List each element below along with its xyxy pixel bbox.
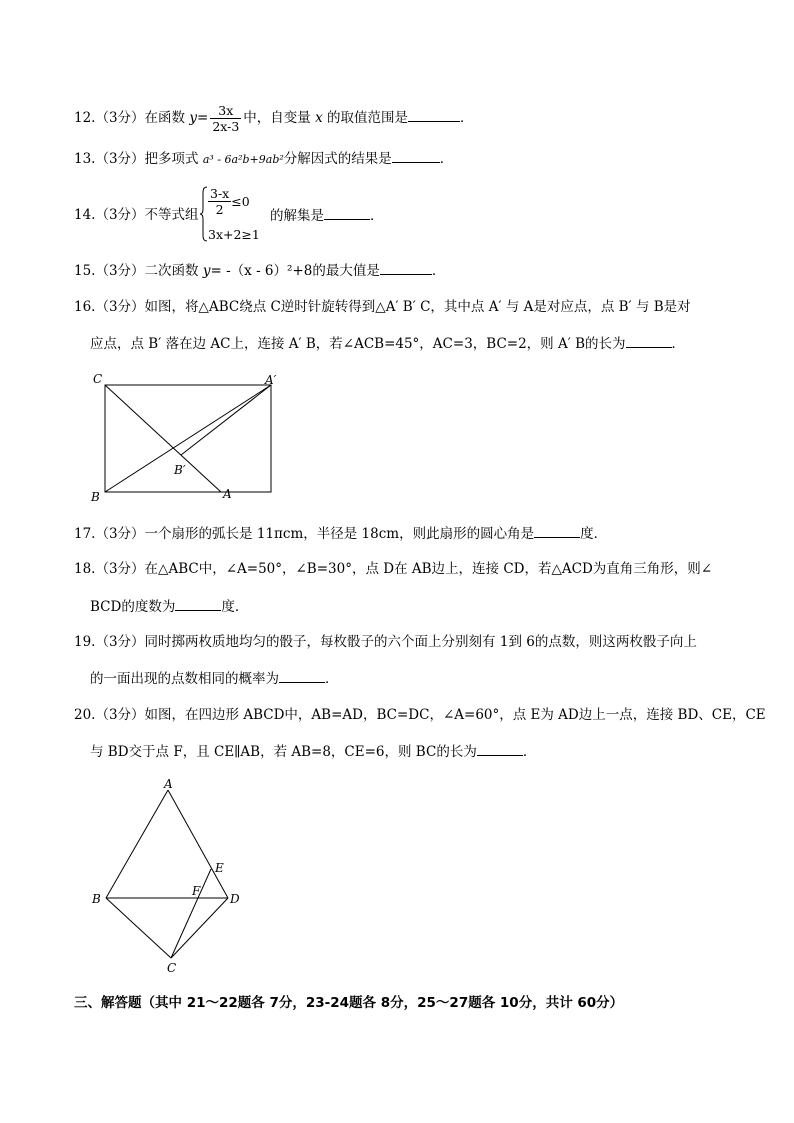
q16-line2-text: 应点，点 B′ 落在边 AC上，连接 A′ B，若∠ACB=45°，AC=3，BC=2，则 A′ B的长为 <box>90 336 626 352</box>
question-14-tail <box>270 205 384 226</box>
question-20-line-2 <box>90 741 536 762</box>
q20-label-F: F <box>192 884 201 898</box>
q13-end: ． <box>439 151 454 167</box>
q14-brace <box>200 186 208 242</box>
question-16-line-2 <box>90 333 685 354</box>
q17-answer-blank[interactable] <box>534 523 580 538</box>
q20-segment-BC <box>106 898 171 958</box>
q20-segment-DC <box>171 898 228 958</box>
q12-mid: 中，自变量 <box>243 110 316 126</box>
q19-answer-blank[interactable] <box>279 668 325 683</box>
question-20-line-1: 20.（3分）如图，在四边形 ABCD中，AB=AD，BC=DC，∠A=60°，点 E为 AD边上一点，连接 BD、CE，CE <box>74 707 766 723</box>
q15-answer-blank[interactable] <box>380 260 432 275</box>
q15-prefix: 15.（3分）二次函数 <box>74 263 203 279</box>
q12-denominator: 2x-3 <box>212 119 240 134</box>
q13-polynomial: a³ - 6a²b+9ab² <box>202 153 284 166</box>
q20-label-D: D <box>230 892 240 906</box>
q16-label-B-prime: B′ <box>174 463 186 477</box>
q12-var-x: x <box>315 110 323 126</box>
q12-var-y: y <box>189 110 197 126</box>
q20-answer-blank[interactable] <box>477 741 523 756</box>
question-17 <box>74 523 607 544</box>
question-14 <box>74 205 199 225</box>
q20-label-B: B <box>92 892 101 906</box>
q14-inequality-1 <box>208 186 260 221</box>
q15-end: ． <box>431 263 446 279</box>
q14-numerator: 3-x <box>210 186 230 201</box>
question-19-line-2 <box>90 668 339 689</box>
question-18-line-2 <box>90 596 248 617</box>
q14-fraction <box>208 186 231 217</box>
q15-suffix: 的最大值是 <box>312 263 380 279</box>
q16-label-C: C <box>93 372 103 386</box>
q20-label-A: A <box>164 777 173 791</box>
q14-end: ． <box>370 208 384 224</box>
q20-end: ． <box>522 744 537 760</box>
q14-answer-blank[interactable] <box>324 205 370 220</box>
q16-end: ． <box>671 336 686 352</box>
q20-segment-CE <box>171 869 211 958</box>
q12-answer-blank[interactable] <box>408 107 460 122</box>
q14-denominator: 2 <box>215 202 224 217</box>
q14-inequality-2: 3x+2≥1 <box>208 227 260 242</box>
q12-fraction <box>210 103 241 134</box>
q14-prefix: 14.（3分）不等式组 <box>74 207 199 223</box>
q16-figure <box>88 368 298 506</box>
q16-answer-blank[interactable] <box>626 333 672 348</box>
q16-label-B: B <box>91 490 100 504</box>
q14-relation: ≤0 <box>231 194 250 209</box>
q15-var-y: y <box>202 263 211 279</box>
q16-segment-A-prime-B-prime <box>181 385 271 455</box>
q17-text: 17.（3分）一个扇形的弧长是 11πcm，半径是 18cm，则此扇形的圆心角是 <box>74 526 535 542</box>
q17-end: 度． <box>580 526 608 542</box>
question-16-line-1: 16.（3分）如图，将△ABC绕点 C逆时针旋转得到△A′ B′ C，其中点 A′ 与 A是对应点，点 B′ 与 B是对 <box>74 299 691 315</box>
q16-segment-CA <box>105 385 221 492</box>
q15-expression: = -（x - 6）²+8 <box>210 263 313 279</box>
question-13 <box>74 148 453 170</box>
q12-suffix: 的取值范围是 <box>322 110 408 126</box>
q16-label-A: A <box>223 487 232 501</box>
q12-end: ． <box>460 110 474 126</box>
q12-numerator: 3x <box>210 103 241 119</box>
q18-answer-blank[interactable] <box>175 596 221 611</box>
question-18-line-1: 18.（3分）在△ABC中，∠A=50°，∠B=30°，点 D在 AB边上，连接 CD，若△ACD为直角三角形，则∠ <box>74 561 713 577</box>
q20-label-E: E <box>215 861 224 875</box>
q16-segment-BA-prime <box>105 385 271 492</box>
q12-prefix: 12.（3分）在函数 <box>74 110 190 126</box>
question-12 <box>74 103 474 134</box>
q20-segment-AB <box>106 790 168 898</box>
q14-system <box>208 186 260 242</box>
q13-answer-blank[interactable] <box>392 148 440 163</box>
section-3-heading: 三、解答题（其中 21～22题各 7分，23-24题各 8分，25～27题各 10分，共计 60分） <box>74 995 624 1011</box>
q12-eq: = <box>197 110 209 126</box>
q20-segment-AD <box>168 790 228 898</box>
q18-end: 度． <box>221 599 249 615</box>
question-19-line-1: 19.（3分）同时掷两枚质地均匀的骰子，每枚骰子的六个面上分别刻有 1到 6的点数，则这两枚骰子向上 <box>74 634 697 650</box>
q18-line2-text: BCD的度数为 <box>90 599 176 615</box>
q16-label-A-prime: A′ <box>265 373 277 387</box>
q20-line2-text: 与 BD交于点 F，且 CE∥AB，若 AB=8，CE=6，则 BC的长为 <box>90 744 477 760</box>
q20-figure <box>88 776 258 978</box>
q19-end: ． <box>325 671 339 687</box>
q20-label-C: C <box>167 961 177 975</box>
q13-prefix: 13.（3分）把多项式 <box>74 151 203 167</box>
q14-suffix: 的解集是 <box>270 208 324 224</box>
q13-suffix: 分解因式的结果是 <box>283 151 392 167</box>
question-15 <box>74 260 445 281</box>
q19-line2-text: 的一面出现的点数相同的概率为 <box>90 671 279 687</box>
